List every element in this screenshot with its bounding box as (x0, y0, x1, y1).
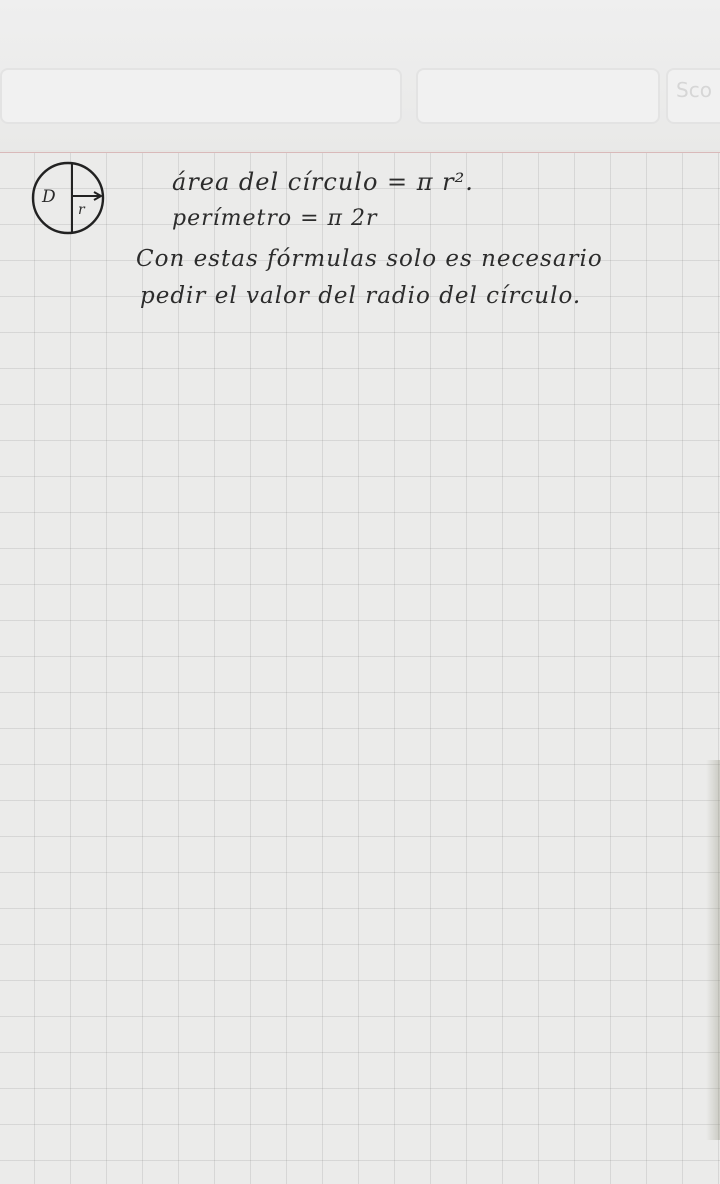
note-line-explanation-2: pedir el valor del radio del círculo. (140, 283, 582, 309)
paper-top-margin-line (0, 152, 720, 153)
circle-diagram (28, 158, 108, 238)
desk-background (0, 0, 720, 150)
diameter-label: D (42, 187, 56, 207)
note-line-area-formula: área del círculo = π r². (172, 168, 474, 196)
desk-object-left (0, 68, 402, 124)
note-line-explanation-1: Con estas fórmulas solo es necesario (136, 246, 603, 272)
paper-edge-shadow (706, 760, 720, 1140)
desk-object-middle (416, 68, 660, 124)
note-line-perimeter-formula: perímetro = π 2r (172, 206, 378, 231)
radius-label: r (78, 202, 85, 218)
desk-label: Sco (676, 78, 712, 102)
